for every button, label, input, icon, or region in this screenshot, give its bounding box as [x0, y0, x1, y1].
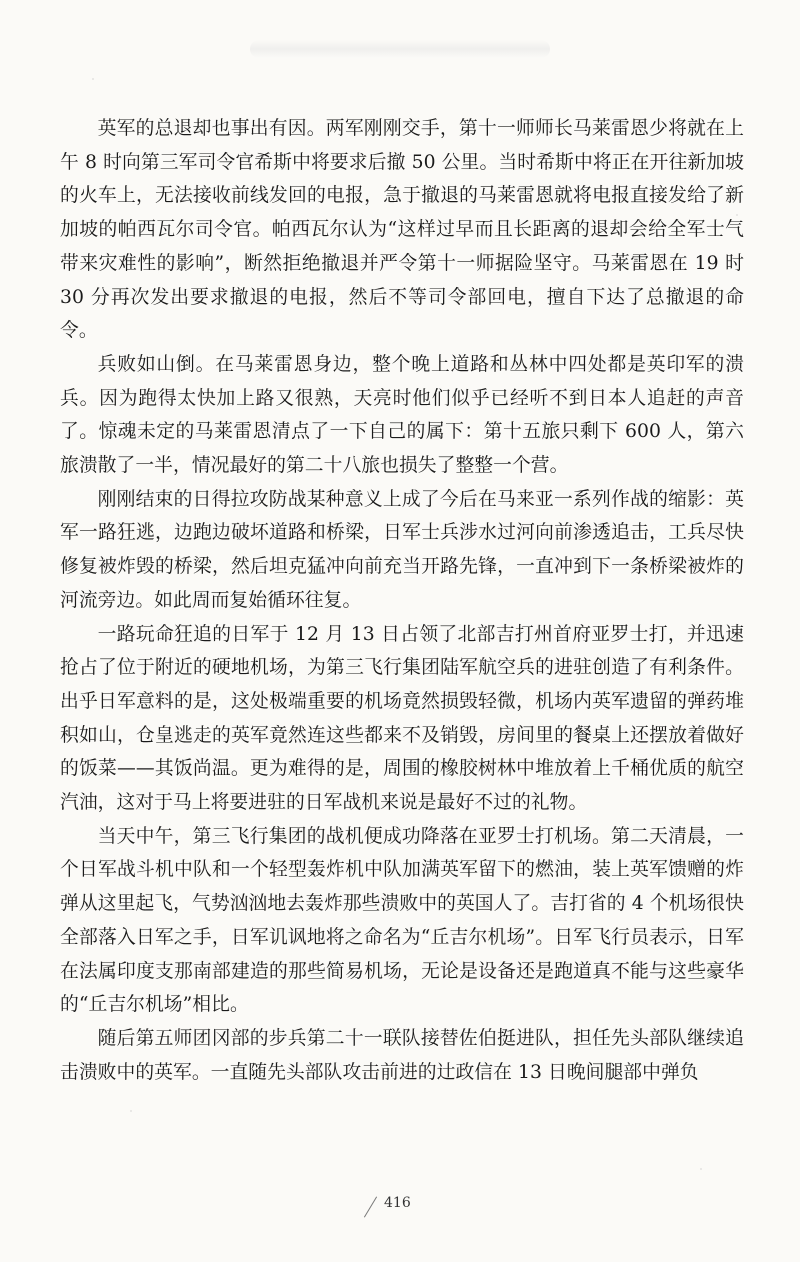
paragraph-2: 兵败如山倒。在马莱雷恩身边，整个晚上道路和丛林中四处都是英印军的溃兵。因为跑得太快加上路又很熟，天亮时他们似乎已经听不到日本人追赶的声音了。惊魂未定的马莱雷恩清点了一下自己的属下：第十五旅只剩下 600 人，第六旅溃散了一半，情况最好的第二十八旅也损失了整整一个营。 [60, 353, 744, 477]
main-text [60, 112, 744, 1089]
page-number-area [356, 1188, 446, 1222]
paragraph-5: 当天中午，第三飞行集团的战机便成功降落在亚罗士打机场。第二天清晨，一个日军战斗机中队和一个轻型轰炸机中队加满英军留下的燃油，装上英军馈赠的炸弹从这里起飞，气势汹汹地去轰炸那些溃败中的英国人了。吉打省的 4 个机场很快全部落入日军之手，日军讥讽地将之命名为“丘吉尔机场”。日军飞行员表示，日军在法属印度支那南部建造的那些简易机场，无论是设备还是跑道真不能与这些豪华的“丘吉尔机场”相比。 [60, 825, 744, 1016]
scan-speck [92, 78, 94, 80]
paragraph-3: 刚刚结束的日得拉攻防战某种意义上成了今后在马来亚一系列作战的缩影：英军一路狂逃，边跑边破坏道路和桥梁，日军士兵涉水过河向前渗透追击，工兵尽快修复被炸毁的桥梁，然后坦克猛冲向前充当开路先锋，一直冲到下一条桥梁被炸的河流旁边。如此周而复始循环往复。 [60, 488, 744, 611]
scan-speck [130, 1110, 132, 1112]
scan-speck [736, 214, 738, 216]
page-number: 416 [384, 1195, 411, 1211]
paragraph-4: 一路玩命狂追的日军于 12 月 13 日占领了北部吉打州首府亚罗士打，并迅速抢占了位于附近的硬地机场，为第三飞行集团陆军航空兵的进驻创造了有利条件。出乎日军意料的是，这处极端重要的机场竟然损毁轻微，机场内英军遗留的弹药堆积如山，仓皇逃走的英军竟然连这些都来不及销毁，房间里的餐桌上还摆放着做好的饭菜——其饭尚温。更为难得的是，周围的橡胶树林中堆放着上千桶优质的航空汽油，这对于马上将要进驻的日军战机来说是最好不过的礼物。 [60, 623, 744, 814]
page-number-slash [364, 1196, 377, 1217]
paragraph-1: 英军的总退却也事出有因。两军刚刚交手，第十一师师长马莱雷恩少将就在上午 8 时向第三军司令官希斯中将要求后撤 50 公里。当时希斯中将正在开往新加坡的火车上，无法接收前线发回的电报，急于撤退的马莱雷恩就将电报直接发给了新加坡的帕西瓦尔司令官。帕西瓦尔认为“这样过早而且长距离的退却会给全军士气带来灾难性的影响”，断然拒绝撤退并严令第十一师据险坚守。马莱雷恩在 19 时 30 分再次发出要求撤退的电报，然后不等司令部回电，擅自下达了总撤退的命令。 [60, 118, 744, 342]
scan-speck [700, 1168, 702, 1170]
faint-header-band [250, 40, 550, 58]
paragraph-6: 随后第五师团冈部的步兵第二十一联队接替佐伯挺进队，担任先头部队继续追击溃败中的英军。一直随先头部队攻击前进的辻政信在 13 日晚间腿部中弹负 [60, 1027, 744, 1083]
